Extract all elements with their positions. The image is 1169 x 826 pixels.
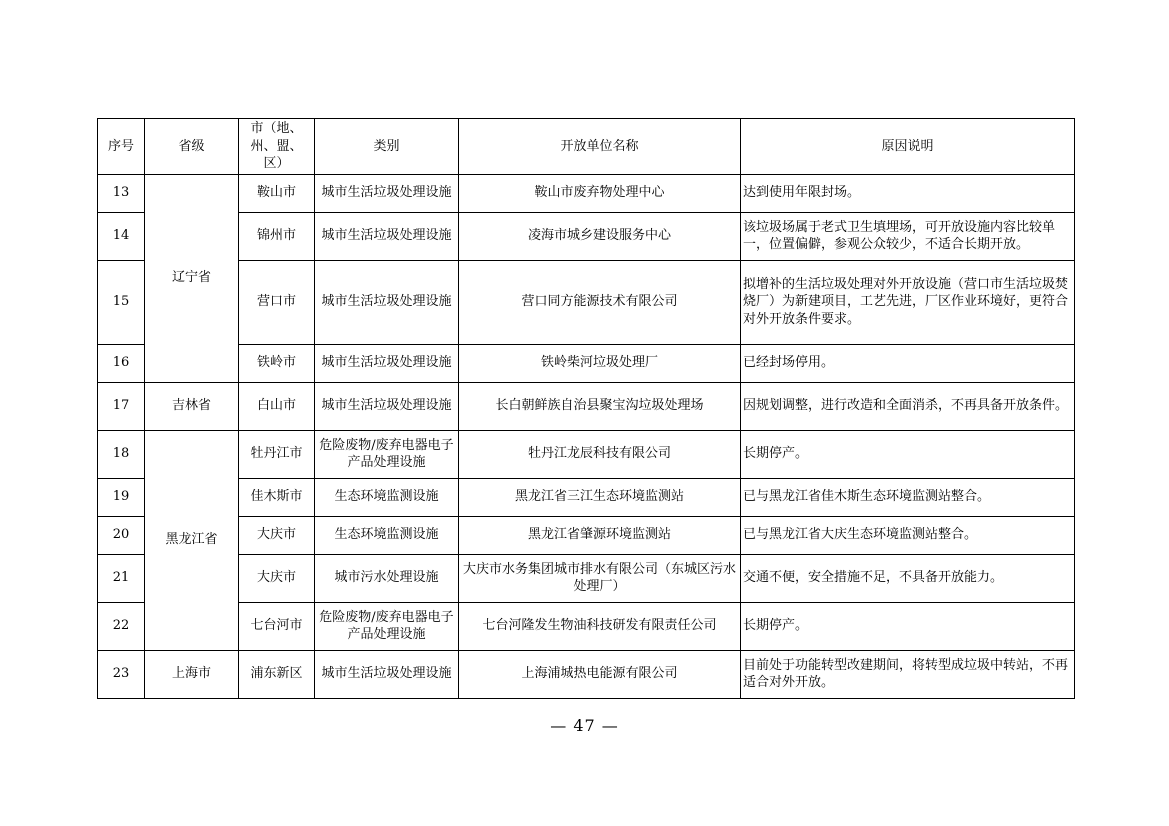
cell-reason: 已与黑龙江省大庆生态环境监测站整合。	[741, 516, 1075, 554]
cell-city: 大庆市	[239, 554, 315, 602]
header-province: 省级	[145, 119, 239, 175]
cell-category: 城市生活垃圾处理设施	[315, 174, 459, 212]
cell-city: 佳木斯市	[239, 478, 315, 516]
cell-category: 城市污水处理设施	[315, 554, 459, 602]
cell-category: 生态环境监测设施	[315, 516, 459, 554]
cell-province: 上海市	[145, 650, 239, 698]
cell-unit-name: 鞍山市废弃物处理中心	[459, 174, 741, 212]
cell-unit-name: 营口同方能源技术有限公司	[459, 260, 741, 344]
header-reason: 原因说明	[741, 119, 1075, 175]
cell-city: 七台河市	[239, 602, 315, 650]
cell-no: 18	[98, 430, 145, 478]
cell-province: 黑龙江省	[145, 430, 239, 650]
cell-city: 浦东新区	[239, 650, 315, 698]
cell-reason: 已与黑龙江省佳木斯生态环境监测站整合。	[741, 478, 1075, 516]
cell-city: 鞍山市	[239, 174, 315, 212]
header-category: 类别	[315, 119, 459, 175]
cell-category: 城市生活垃圾处理设施	[315, 344, 459, 382]
table-row	[98, 430, 1075, 478]
cell-unit-name: 铁岭柴河垃圾处理厂	[459, 344, 741, 382]
cell-city: 白山市	[239, 382, 315, 430]
page-number: — 47 —	[550, 716, 619, 735]
cell-city: 营口市	[239, 260, 315, 344]
cell-unit-name: 长白朝鲜族自治县聚宝沟垃圾处理场	[459, 382, 741, 430]
cell-unit-name: 上海浦城热电能源有限公司	[459, 650, 741, 698]
cell-category: 危险废物/废弃电器电子产品处理设施	[315, 430, 459, 478]
cell-category: 城市生活垃圾处理设施	[315, 650, 459, 698]
table-row	[98, 554, 1075, 602]
cell-reason: 交通不便，安全措施不足，不具备开放能力。	[741, 554, 1075, 602]
cell-city: 锦州市	[239, 212, 315, 260]
facility-table	[97, 118, 1075, 699]
cell-category: 城市生活垃圾处理设施	[315, 260, 459, 344]
cell-unit-name: 黑龙江省肇源环境监测站	[459, 516, 741, 554]
cell-no: 17	[98, 382, 145, 430]
table-row	[98, 260, 1075, 344]
cell-no: 14	[98, 212, 145, 260]
table-row	[98, 650, 1075, 698]
table-row	[98, 212, 1075, 260]
cell-no: 15	[98, 260, 145, 344]
cell-unit-name: 七台河隆发生物油科技研发有限责任公司	[459, 602, 741, 650]
cell-category: 城市生活垃圾处理设施	[315, 212, 459, 260]
cell-category: 生态环境监测设施	[315, 478, 459, 516]
table-row	[98, 602, 1075, 650]
cell-no: 23	[98, 650, 145, 698]
cell-province: 吉林省	[145, 382, 239, 430]
header-no: 序号	[98, 119, 145, 175]
table-row	[98, 344, 1075, 382]
cell-reason: 目前处于功能转型改建期间，将转型成垃圾中转站，不再适合对外开放。	[741, 650, 1075, 698]
cell-category: 危险废物/废弃电器电子产品处理设施	[315, 602, 459, 650]
cell-no: 16	[98, 344, 145, 382]
table-row	[98, 516, 1075, 554]
cell-no: 21	[98, 554, 145, 602]
cell-unit-name: 凌海市城乡建设服务中心	[459, 212, 741, 260]
cell-province: 辽宁省	[145, 174, 239, 382]
cell-city: 大庆市	[239, 516, 315, 554]
cell-reason: 因规划调整，进行改造和全面消杀，不再具备开放条件。	[741, 382, 1075, 430]
cell-reason: 该垃圾场属于老式卫生填埋场，可开放设施内容比较单一，位置偏僻，参观公众较少，不适合长期开放。	[741, 212, 1075, 260]
cell-no: 20	[98, 516, 145, 554]
cell-city: 铁岭市	[239, 344, 315, 382]
cell-reason: 达到使用年限封场。	[741, 174, 1075, 212]
table-row	[98, 478, 1075, 516]
cell-reason: 长期停产。	[741, 602, 1075, 650]
cell-no: 22	[98, 602, 145, 650]
cell-reason: 长期停产。	[741, 430, 1075, 478]
cell-no: 13	[98, 174, 145, 212]
cell-no: 19	[98, 478, 145, 516]
cell-reason: 已经封场停用。	[741, 344, 1075, 382]
cell-reason: 拟增补的生活垃圾处理对外开放设施（营口市生活垃圾焚烧厂）为新建项目，工艺先进，厂区作业环境好，更符合对外开放条件要求。	[741, 260, 1075, 344]
cell-category: 城市生活垃圾处理设施	[315, 382, 459, 430]
table-row	[98, 174, 1075, 212]
table-row	[98, 382, 1075, 430]
cell-unit-name: 牡丹江龙辰科技有限公司	[459, 430, 741, 478]
cell-city: 牡丹江市	[239, 430, 315, 478]
cell-unit-name: 黑龙江省三江生态环境监测站	[459, 478, 741, 516]
table-header-row	[98, 119, 1075, 175]
cell-unit-name: 大庆市水务集团城市排水有限公司（东城区污水处理厂）	[459, 554, 741, 602]
header-city: 市（地、州、盟、区）	[239, 119, 315, 175]
header-unit-name: 开放单位名称	[459, 119, 741, 175]
